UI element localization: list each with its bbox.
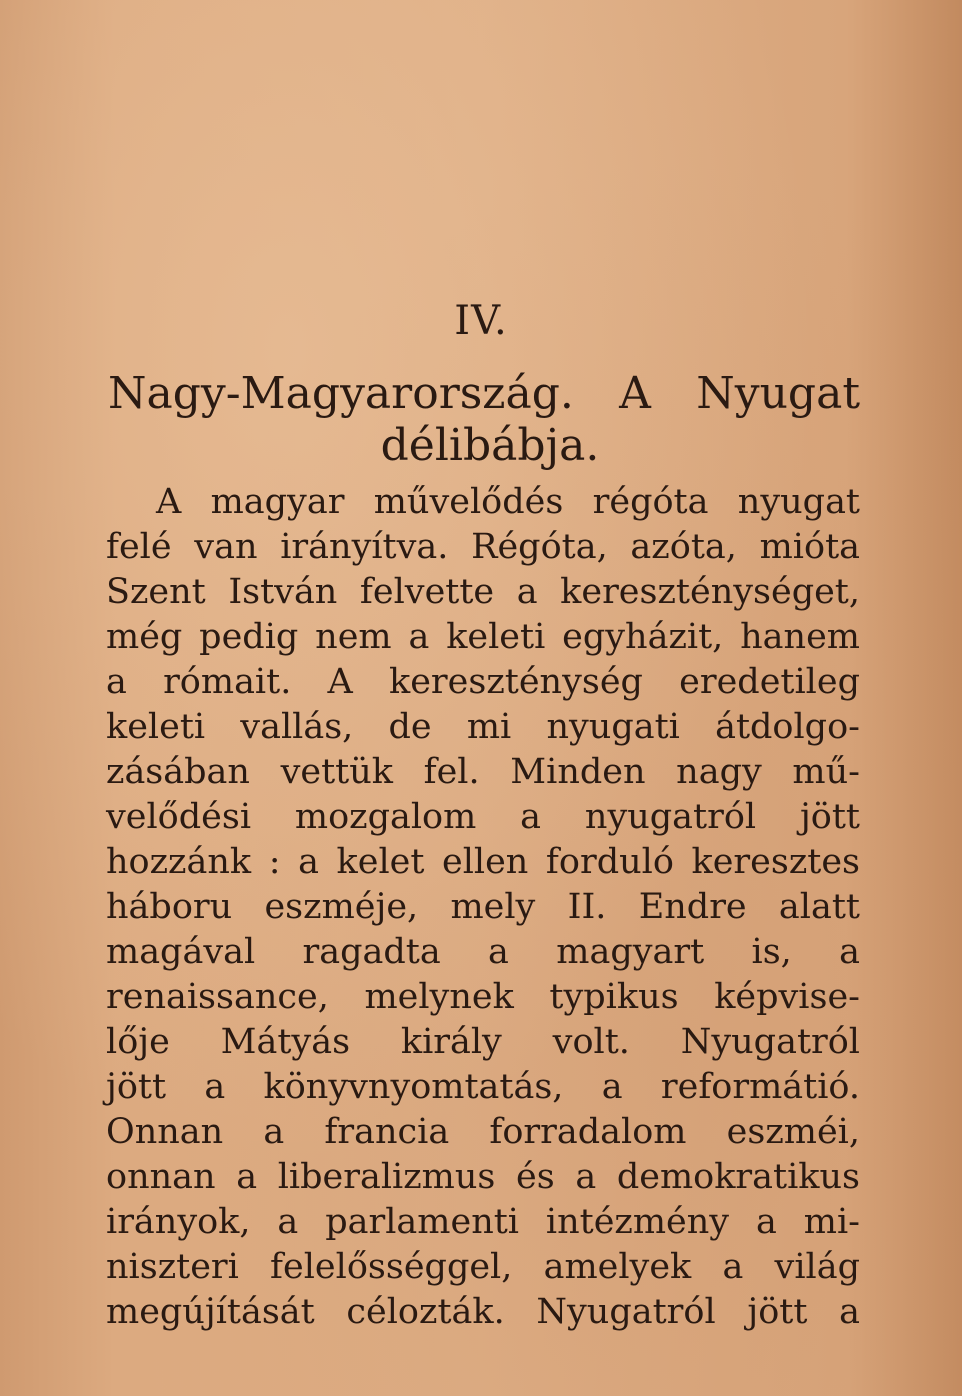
text-line: hozzánk : a kelet ellen forduló keresztes [106, 842, 860, 882]
text-line: lője Mátyás király volt. Nyugatról [106, 1022, 860, 1062]
chapter-title [108, 368, 860, 472]
chapter-title-line-2: délibábja. [380, 420, 600, 471]
text-line: jött a könyvnyomtatás, a reformátió. [106, 1067, 860, 1107]
text-line: keleti vallás, de mi nyugati átdolgo- [106, 707, 860, 747]
text-line: Onnan a francia forradalom eszméi, [106, 1112, 860, 1152]
chapter-number: IV. [454, 298, 508, 344]
text-line: A magyar művelődés régóta nyugat [156, 482, 860, 522]
text-line: niszteri felelősséggel, amelyek a világ [106, 1247, 860, 1287]
text-line: Szent István felvette a kereszténységet, [106, 572, 860, 612]
text-line: felé van irányítva. Régóta, azóta, mióta [106, 527, 860, 567]
text-line: magával ragadta a magyart is, a [106, 932, 860, 972]
text-line: a rómait. A kereszténység eredetileg [106, 662, 860, 702]
text-line: velődési mozgalom a nyugatról jött [106, 797, 860, 837]
text-line: zásában vettük fel. Minden nagy mű- [106, 752, 860, 792]
text-line: renaissance, melynek typikus képvise- [106, 977, 860, 1017]
text-line: megújítását célozták. Nyugatról jött a [106, 1292, 860, 1332]
text-line: irányok, a parlamenti intézmény a mi- [106, 1202, 860, 1242]
chapter-title-line-1: Nagy-Magyarország. A Nyugat [108, 368, 860, 419]
text-line: még pedig nem a keleti egyházit, hanem [106, 617, 860, 657]
text-line: onnan a liberalizmus és a demokratikus [106, 1157, 860, 1197]
body-text [106, 480, 860, 1335]
text-line: háboru eszméje, mely II. Endre alatt [106, 887, 860, 927]
